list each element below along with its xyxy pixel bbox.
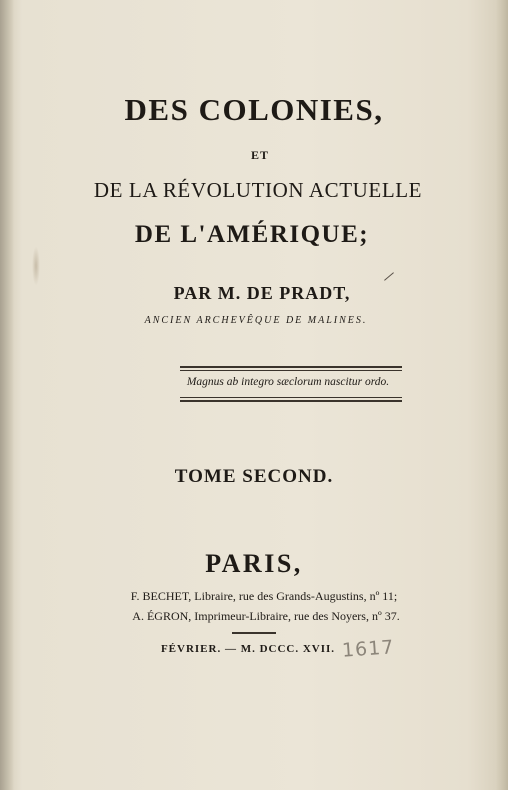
author-title: ANCIEN ARCHEVÊQUE DE MALINES. [144,315,368,326]
publication-date: FÉVRIER. — M. DCCC. XVII. [160,643,336,655]
date-rule [232,632,276,634]
epigraph-rule-bottom [180,400,402,402]
title-conjunction: ET [250,148,269,162]
epigraph-rule-top-thin [180,370,402,371]
author-line: PAR M. DE PRADT, [173,283,351,303]
epigraph: Magnus ab integro sæclorum nascitur ordo. [186,376,390,388]
ink-mark [384,272,394,280]
publisher-line-2: A. ÉGRON, Imprimeur-Libraire, rue des Noyers, nº 37. [132,609,400,623]
paper-stain [32,246,40,286]
epigraph-rule-top [180,366,402,368]
pencil-annotation: 1617 [341,636,396,662]
volume-label: TOME SECOND. [174,466,334,487]
subtitle-line-1: DE LA RÉVOLUTION ACTUELLE [93,178,423,202]
publisher-line-1: F. BECHET, Libraire, rue des Grands-Augustins, nº 11; [130,589,398,603]
epigraph-rule-bottom-thin [180,397,402,398]
book-title: DES COLONIES, [124,92,384,127]
subtitle-line-2: DE L'AMÉRIQUE; [134,221,370,248]
publication-city: PARIS, [205,549,303,578]
